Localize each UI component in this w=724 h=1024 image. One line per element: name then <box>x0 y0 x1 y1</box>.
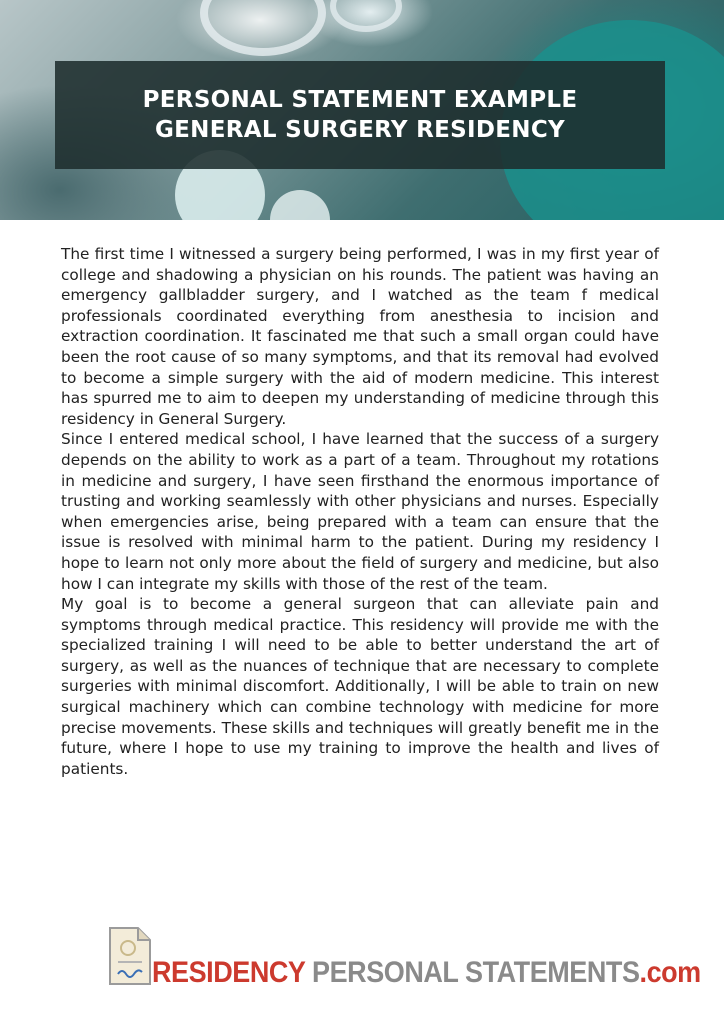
paragraph: My goal is to become a general surgeon that can alleviate pain and symptoms through medical practice. This residency will provide me with the specialized training I will need to be able to better understand the art of surgery, as well as the nuances of technique that are necessary to complete surgeries with minimal discomfort. Additionally, I will be able to train on new surgical machinery which can combine technology with medicine for more precise movements. These skills and techniques will greatly benefit me in the future, where I hope to use my training to improve the health and lives of patients. <box>61 595 659 778</box>
brand-wordmark <box>152 956 701 990</box>
paragraph: Since I entered medical school, I have learned that the success of a surgery depends on the ability to work as a part of a team. Throughout my rotations in medicine and surgery, I have seen firsthand the enormous importance of trusting and working seamlessly with other physicians and nurses. Especially when emergencies arise, being prepared with a team can ensure that the issue is resolved with minimal harm to the patient. During my residency I hope to learn not only more about the field of surgery and medicine, but also how I can integrate my skills with those of the rest of the team. <box>61 430 659 593</box>
paragraph: The first time I witnessed a surgery being performed, I was in my first year of college and shadowing a physician on his rounds. The patient was having an emergency gallbladder surgery, and I watched as the team f medical professionals coordinated everything from anesthesia to incision and extraction coordination. It fascinated me that such a small organ could have been the root cause of so many symptoms, and that its removal had evolved to become a simple surgery with the aid of modern medicine. This interest has spurred me to aim to deepen my understanding of medicine through this residency in General Surgery. <box>61 245 659 428</box>
surgical-lamp <box>200 0 326 56</box>
statement-body <box>61 244 659 779</box>
brand-word-residency: RESIDENCY <box>152 956 313 989</box>
brand-word-com: .com <box>639 956 701 989</box>
surgeon-cap <box>270 190 330 220</box>
surgical-lamp <box>330 0 402 32</box>
header-operating-room-image <box>0 0 724 220</box>
page-title-line-1: PERSONAL STATEMENT EXAMPLE <box>142 87 578 113</box>
page-title-line-2: GENERAL SURGERY RESIDENCY <box>154 117 565 143</box>
title-banner <box>55 61 665 169</box>
brand-word-personal-statements: PERSONAL STATEMENTS <box>312 956 640 989</box>
document-certificate-icon <box>106 926 152 988</box>
brand-logo <box>106 926 701 992</box>
